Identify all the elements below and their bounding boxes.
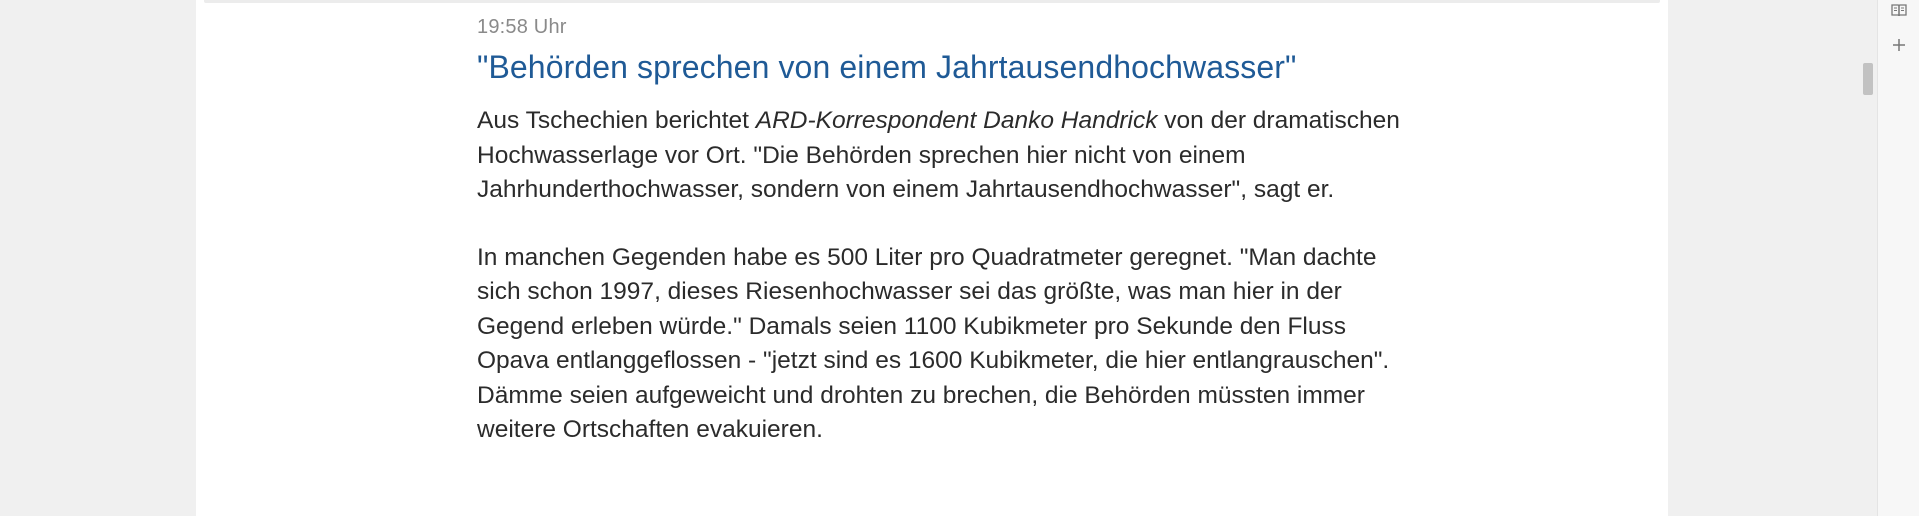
liveticker-entry bbox=[477, 14, 1407, 448]
entry-timestamp: 19:58 Uhr bbox=[477, 16, 567, 38]
scrollbar-thumb[interactable] bbox=[1863, 63, 1873, 95]
card-divider bbox=[204, 0, 1660, 3]
reading-list-icon[interactable] bbox=[1890, 1, 1908, 19]
entry-paragraph-1 bbox=[477, 104, 1407, 208]
paragraph-1-prefix: Aus Tschechien berichtet bbox=[477, 107, 756, 134]
entry-headline: "Behörden sprechen von einem Jahrtausendhochwasser" bbox=[477, 49, 1297, 85]
entry-paragraph-2: In manchen Gegenden habe es 500 Liter pro Quadratmeter geregnet. "Man dachte sich schon 1997, dieses Riesenhochwasser sei das größte, was man hier in der Gegend erleben würde." Damals seien 1100 Kubikmeter pro Sekunde den Fluss Opava entlanggeflossen - "jetzt sind es 1600 Kubikmeter, die hier entlangrauschen". Dämme seien aufgeweicht und drohten zu brechen, die Behörden müssten immer weitere Ortschaften evakuieren. bbox=[477, 243, 1390, 443]
browser-sidebar bbox=[1877, 0, 1919, 516]
add-icon[interactable] bbox=[1890, 36, 1908, 54]
content-card bbox=[196, 0, 1668, 516]
paragraph-1-suffix: von der dramatischen Hochwasserlage vor Ort. "Die Behörden sprechen hier nicht von einem Jahrhunderthochwasser, sondern von einem Jahrtausendhochwasser", sagt er. bbox=[477, 107, 1400, 203]
correspondent-name: ARD-Korrespondent Danko Handrick bbox=[755, 107, 1158, 134]
scrollbar-track[interactable] bbox=[1858, 0, 1877, 516]
